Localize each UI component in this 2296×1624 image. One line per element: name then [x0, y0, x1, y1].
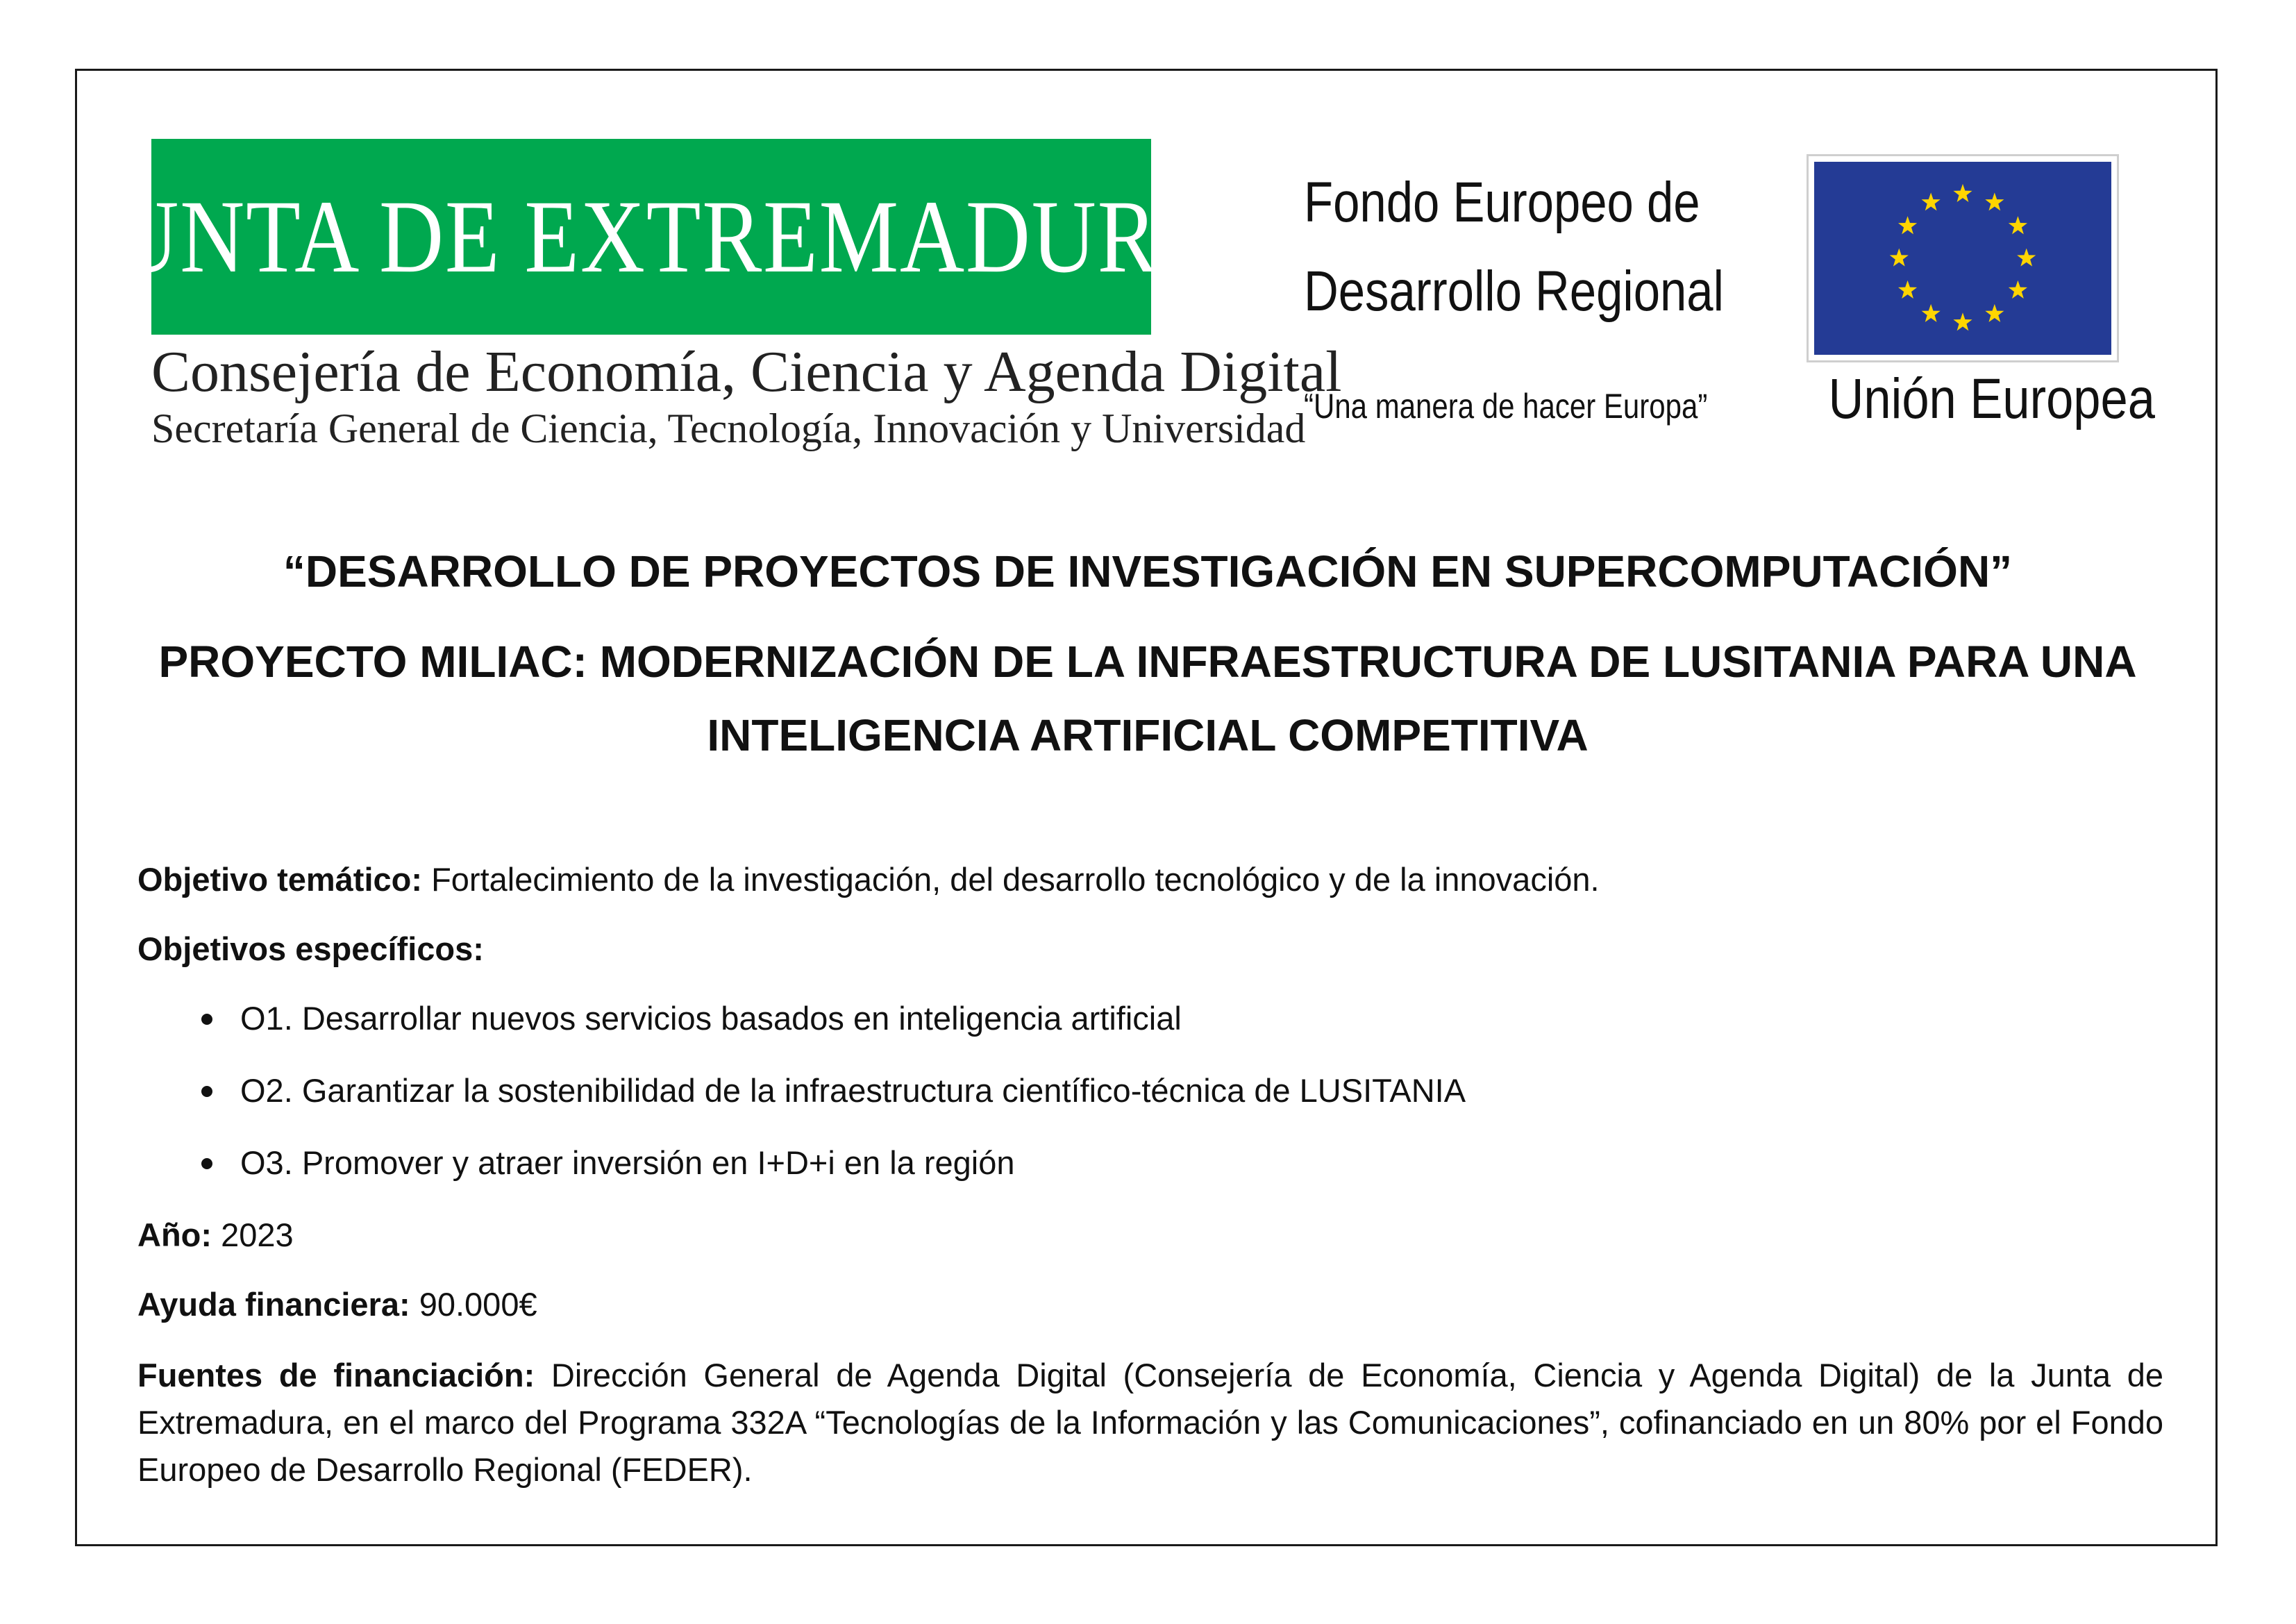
- fuentes-value: Dirección General de Agenda Digital (Consejería de Economía, Ciencia y Agenda Digital) de la Junta de Extremadura, en el marco del Programa 332A “Tecnologías de la Información y las Comunicaciones”, cofinanciado en un 80% por el Fondo Europeo de Desarrollo Regional (FEDER).: [137, 1357, 2163, 1488]
- list-item-text: O2. Garantizar la sostenibilidad de la infraestructura científico-técnica de LUSITANIA: [240, 1072, 1466, 1109]
- objetivos-list: [137, 996, 2163, 1185]
- anio: [137, 1213, 2163, 1257]
- bullet-icon: [201, 1014, 212, 1025]
- list-item-text: O1. Desarrollar nuevos servicios basados en inteligencia artificial: [240, 1000, 1182, 1037]
- eu-label: Unión Europea: [1828, 367, 2155, 430]
- anio-value: 2023: [221, 1216, 294, 1253]
- anio-label: Año:: [137, 1216, 212, 1253]
- bullet-icon: [201, 1158, 212, 1169]
- list-item: [137, 1069, 2163, 1113]
- list-item: [137, 996, 2163, 1041]
- fuentes-financiacion: [137, 1352, 2163, 1493]
- feder-title-line1: Fondo Europeo de: [1304, 171, 1700, 234]
- objetivos-especificos-label: Objetivos específicos:: [137, 930, 484, 967]
- eu-flag-svg: [1814, 162, 2111, 355]
- eu-flag-icon: [1814, 162, 2111, 355]
- list-item-text: O3. Promover y atraer inversión en I+D+i en la región: [240, 1144, 1015, 1181]
- bullet-icon: [201, 1086, 212, 1097]
- objetivos-especificos: [137, 927, 2163, 971]
- list-item: [137, 1141, 2163, 1185]
- project-program-title: “DESARROLLO DE PROYECTOS DE INVESTIGACIÓN EN SUPERCOMPUTACIÓN”: [283, 546, 2013, 596]
- ayuda-label: Ayuda financiera:: [137, 1286, 410, 1323]
- project-title-line2: INTELIGENCIA ARTIFICIAL COMPETITIVA: [707, 710, 1589, 760]
- feder-title-line2: Desarrollo Regional: [1304, 260, 1724, 323]
- consejeria-text: Consejería de Economía, Ciencia y Agenda Digital: [151, 340, 1342, 404]
- feder-motto: “Una manera de hacer Europa”: [1304, 387, 1708, 426]
- project-title: [104, 625, 2191, 772]
- fuentes-label: Fuentes de financiación:: [137, 1357, 535, 1393]
- junta-extremadura-logo: [78, 139, 1225, 335]
- ayuda-financiera: [137, 1282, 2163, 1327]
- project-details: [137, 857, 2163, 1518]
- eu-flag-frame: [1807, 154, 2119, 362]
- project-title-line1: PROYECTO MILIAC: MODERNIZACIÓN DE LA INFRAESTRUCTURA DE LUSITANIA PARA UNA: [158, 637, 2137, 687]
- objetivo-tematico-value: Fortalecimiento de la investigación, del desarrollo tecnológico y de la innovación.: [431, 861, 1600, 898]
- objetivo-tematico: [137, 857, 2163, 902]
- junta-name: JUNTA DE EXTREMADURA: [78, 179, 1225, 294]
- feder-title: [1304, 158, 1724, 336]
- ayuda-value: 90.000€: [419, 1286, 537, 1323]
- objetivo-tematico-label: Objetivo temático:: [137, 861, 423, 898]
- secretaria-text: Secretaría General de Ciencia, Tecnología, Innovación y Universidad: [151, 405, 1306, 451]
